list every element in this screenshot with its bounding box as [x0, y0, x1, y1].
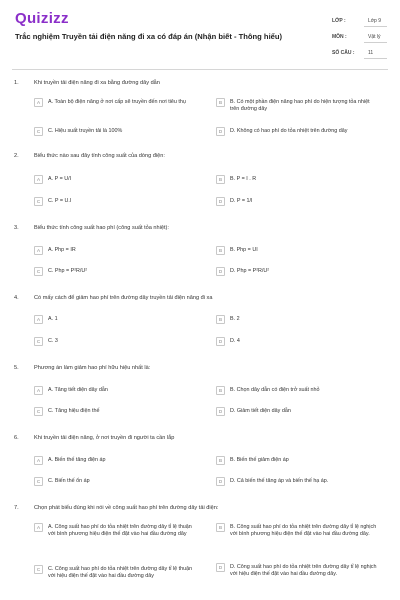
option-letter-box[interactable]: B: [216, 246, 225, 255]
option-text: C. Biến thế ổn áp: [48, 478, 90, 484]
question-text: Có mấy cách để giảm hao phí trên đường dây truyền tải điện năng đi xa: [34, 295, 213, 301]
option-letter-box[interactable]: A: [34, 246, 43, 255]
question-text: Chọn phát biểu đúng khi nói về công suất hao phí trên đường dây tải điện:: [34, 505, 219, 511]
option-letter-box[interactable]: D: [216, 337, 225, 346]
question-number: 1.: [14, 80, 19, 86]
meta-grade: [332, 14, 387, 27]
option-letter-box[interactable]: A: [34, 175, 43, 184]
option-text: C. 3: [48, 338, 58, 344]
option-letter-box[interactable]: B: [216, 175, 225, 184]
meta-grade-label: LỚP :: [332, 18, 346, 24]
option-letter-box[interactable]: A: [34, 523, 43, 532]
option-text: A. Toàn bộ điện năng ở nơi cấp sẽ truyền đến nơi tiêu thụ: [48, 99, 186, 105]
option-letter-box[interactable]: A: [34, 315, 43, 324]
option-letter-box[interactable]: C: [34, 407, 43, 416]
option-text: D. Công suất hao phí do tỏa nhiệt trên đường dây tỉ lệ nghịch với hiệu điện thế đặt vào hai đầu đường dây.: [230, 564, 377, 577]
question-text: Khi truyền tải điện năng đi xa bằng đường dây dẫn: [34, 80, 160, 86]
option-text: B. 2: [230, 316, 240, 322]
option-text: A. Biến thế tăng điện áp: [48, 457, 106, 463]
option-text: C. Hiệu suất truyền tải là 100%: [48, 128, 123, 134]
option-letter-box[interactable]: B: [216, 456, 225, 465]
option-text: B. P = I . R: [230, 176, 257, 182]
option-letter-box[interactable]: C: [34, 337, 43, 346]
question-text: Phương án làm giảm hao phí hữu hiệu nhất là:: [34, 365, 151, 371]
meta-question-count: [332, 46, 387, 59]
header-divider: [12, 69, 388, 70]
option-letter-box[interactable]: B: [216, 523, 225, 532]
option-letter-box[interactable]: C: [34, 267, 43, 276]
meta-grade-value: Lớp 9: [368, 18, 382, 24]
question-number: 2.: [14, 153, 19, 159]
option-text: B. Chọn dây dẫn có điện trở suất nhỏ: [230, 387, 320, 393]
option-letter-box[interactable]: B: [216, 386, 225, 395]
option-text: B. Php = UI: [230, 247, 258, 253]
option-text: C. P = U.I: [48, 198, 72, 204]
option-letter-box[interactable]: A: [34, 456, 43, 465]
option-text: D. Cả biến thế tăng áp và biến thế hạ áp.: [230, 478, 329, 484]
option-letter-box[interactable]: D: [216, 407, 225, 416]
option-text: D. Giảm tiết diện dây dẫn: [230, 408, 291, 414]
question-number: 6.: [14, 435, 19, 441]
option-letter-box[interactable]: A: [34, 386, 43, 395]
option-text: C. Php = P²R/U²: [48, 268, 88, 274]
quizizz-logo: Quizizz: [15, 10, 69, 27]
question-text: Biểu thức nào sau đây tính công suất của dòng điện:: [34, 153, 165, 159]
option-text: B. Biến thế giảm điện áp: [230, 457, 289, 463]
question-number: 3.: [14, 225, 19, 231]
option-letter-box[interactable]: B: [216, 315, 225, 324]
option-text: D. P = 1/I: [230, 198, 253, 204]
option-letter-box[interactable]: D: [216, 563, 225, 572]
meta-subject-label: MÔN :: [332, 34, 347, 40]
option-text: C. Công suất hao phí do tỏa nhiệt trên đường dây tỉ lệ thuận với hiệu điện thế đặt vào hai đầu đường dây: [48, 566, 193, 579]
option-letter-box[interactable]: C: [34, 127, 43, 136]
option-text: A. Php = IR: [48, 247, 76, 253]
meta-count-label: SỐ CÂU :: [332, 50, 355, 56]
question-text: Biểu thức tính công suất hao phí (công suất tỏa nhiệt):: [34, 225, 169, 231]
question-number: 5.: [14, 365, 19, 371]
option-letter-box[interactable]: C: [34, 565, 43, 574]
option-letter-box[interactable]: D: [216, 477, 225, 486]
option-text: A. 1: [48, 316, 58, 322]
worksheet-header: [0, 0, 400, 70]
meta-count-value: 11: [368, 50, 374, 56]
question-number: 4.: [14, 295, 19, 301]
option-letter-box[interactable]: D: [216, 127, 225, 136]
question-text: Khi truyền tải điện năng, ở nơi truyền đi người ta cần lắp: [34, 435, 175, 441]
option-text: B. Công suất hao phí do tỏa nhiệt trên đường dây tỉ lệ nghịch với bình phương hiệu điện thế đặt vào hai đầu đường dây.: [230, 524, 377, 537]
question-number: 7.: [14, 505, 19, 511]
option-text: A. Công suất hao phí do tỏa nhiệt trên đường dây tỉ lệ thuận với bình phương hiệu điện thế đặt vào hai đầu đường dây: [48, 524, 192, 537]
option-text: A. P = U/I: [48, 176, 72, 182]
meta-subject: [332, 30, 387, 43]
option-letter-box[interactable]: C: [34, 477, 43, 486]
option-text: D. Không có hao phí do tỏa nhiệt trên đường dây: [230, 128, 348, 134]
option-letter-box[interactable]: D: [216, 267, 225, 276]
meta-subject-value: Vật lý: [368, 34, 381, 40]
option-text: A. Tăng tiết diện dây dẫn: [48, 387, 108, 393]
option-letter-box[interactable]: A: [34, 98, 43, 107]
option-letter-box[interactable]: D: [216, 197, 225, 206]
option-letter-box[interactable]: B: [216, 98, 225, 107]
page-title: Trắc nghiệm Truyền tải điện năng đi xa có đáp án (Nhận biết - Thông hiểu): [15, 32, 283, 41]
option-text: B. Có một phần điện năng hao phí do hiện tượng tỏa nhiệt trên đường dây: [230, 99, 370, 112]
option-text: C. Tăng hiệu điện thế: [48, 408, 100, 414]
option-letter-box[interactable]: C: [34, 197, 43, 206]
option-text: D. 4: [230, 338, 240, 344]
option-text: D. Php = P²R/U²: [230, 268, 270, 274]
